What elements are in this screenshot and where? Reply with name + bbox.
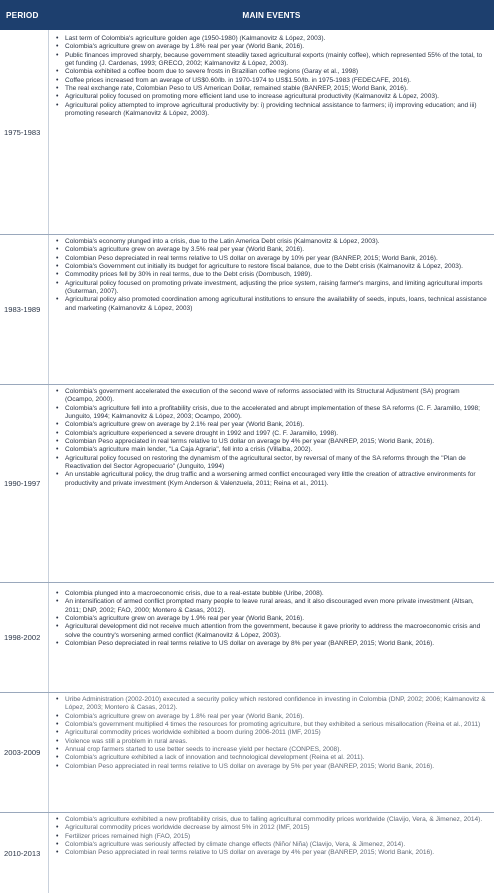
event-item: • Colombia's agriculture fell into a profitability crisis, due to the accelerated and abrupt implementation of these SA reforms (C. F. Jaramillo, 1998; Junguito, 1994; Kalmanovitz & López, 2003; Ocampo, 2000). (55, 405, 490, 422)
event-item: • An intensification of armed conflict prompted many people to leave rural areas, and it also discouraged even more private investment (Altsan, 2011; DNP, 2002; FAO, 2000; Montero & Casas, 2012). (55, 598, 490, 615)
event-item: • Public finances improved sharply, because government steadily taxed agricultural exports (mainly coffee), which represented 55% of the total, to get funding (J. Cardenas, 1993; GRECO, 2002; Kalmanovitz & López, 2003). (55, 52, 490, 69)
event-item: • Agricultural policy focused on promoting private investment, adjusting the price system, raising farmer's margins, and limiting agricultural imports (Guterman, 2007). (55, 280, 490, 297)
event-item: • Colombian Peso depreciated in real terms relative to US dollar on average by 8% per year (BANREP, 2015; World Bank, 2016). (55, 640, 490, 648)
event-item: • Agricultural commodity prices worldwide decrease by almost 5% in 2012 (IMF, 2015) (55, 824, 490, 832)
events-cell (49, 235, 494, 384)
period-cell: 1975-1983 (0, 30, 49, 234)
period-cell: 1990-1997 (0, 385, 49, 582)
event-list (55, 586, 490, 648)
table-header (0, 0, 494, 30)
table-row (0, 385, 494, 583)
events-cell (49, 693, 494, 812)
event-item: • Colombia's agriculture exhibited a lack of innovation and technological development (Reina et al. 2011). (55, 754, 490, 762)
events-cell (49, 385, 494, 582)
event-list (55, 238, 490, 313)
event-item: • Colombia's agriculture main lender, "La Caja Agraria", fell into a crisis (Villalba, 2002). (55, 446, 490, 454)
event-item: • Agricultural development did not receive much attention from the government, because it gave priority to address the macroeconomic crisis and solve the country's worsening armed conflict (Kalmanovitz & López, 2003). (55, 623, 490, 640)
event-item: • Colombia's agriculture grew on average by 2.1% real per year (World Bank, 2016). (55, 421, 490, 429)
event-item: • Coffee prices increased from an average of US$0.60/lb. in 1970-1974 to US$1.50/lb. in 1975-1983 (FEDECAFE, 2016). (55, 77, 490, 85)
table-row (0, 30, 494, 235)
event-item: • Colombia's agriculture grew on average by 1.8% real per year (World Bank, 2016). (55, 713, 490, 721)
event-item: • Colombian Peso appreciated in real terms relative to US dollar on average by 4% per year (BANREP, 2015; World Bank, 2016). (55, 438, 490, 446)
event-item: • An unstable agricultural policy, the drug traffic and a worsening armed conflict encouraged very little the creation of attractive environments for productivity and private investment (Kym Anderson & Valenzuela, 2011; Reina et al., 2011). (55, 471, 490, 488)
event-item: • Colombian Peso appreciated in real terms relative to US dollar on average by 4% per year (BANREP, 2015; World Bank, 2016). (55, 849, 490, 857)
event-item: • Uribe Administration (2002-2010) executed a security policy which restored confidence in investing in Colombia (DNP, 2002; 2006; Kalmanovitz & López, 2003; Montero & Casas, 2012). (55, 696, 490, 713)
event-item: • Colombia's agriculture exhibited a new profitability crisis, due to falling agricultural commodity prices worldwide (Clavijo, Vera, & Jimenez, 2014). (55, 816, 490, 824)
event-item: • Colombian Peso depreciated in real terms relative to US dollar on average by 10% per year (BANREP, 2015; World Bank, 2016). (55, 255, 490, 263)
event-item: • Colombia's agriculture experienced a severe drought in 1992 and 1997 (C. F. Jaramillo, 1998). (55, 430, 490, 438)
event-item: • The real exchange rate, Colombian Peso to US American Dollar, remained stable (BANREP, 2015; World Bank, 2016). (55, 85, 490, 93)
event-list (55, 33, 490, 118)
event-item: • Colombian Peso appreciated in real terms relative to US dollar on average by 5% per year (BANREP, 2015; World Bank, 2016). (55, 763, 490, 771)
events-cell (49, 813, 494, 893)
table-row (0, 693, 494, 813)
event-item: • Agricultural policy focused on restoring the dynamism of the agricultural sector, by reversal of many of the SA reforms through the "Plan de Reactivation del Sector Agropecuario" (Junguito, 1994) (55, 455, 490, 472)
period-cell: 2003-2009 (0, 693, 49, 812)
event-item: • Colombia's agriculture grew on average by 1.8% real per year (World Bank, 2016). (55, 43, 490, 51)
period-cell: 1983-1989 (0, 235, 49, 384)
period-cell: 2010-2013 (0, 813, 49, 893)
event-item: • Violence was still a problem in rural areas. (55, 738, 490, 746)
event-item: • Colombia's Government cut initially its budget for agriculture to restore fiscal balance, due to the Debt crisis (Kalmanovitz & López, 2003). (55, 263, 490, 271)
event-item: • Colombia's government accelerated the execution of the second wave of reforms associated with its Structural Adjustment (SA) program (Ocampo, 2000). (55, 388, 490, 405)
event-item: • Fertilizer prices remained high (FAO, 2015) (55, 833, 490, 841)
event-list (55, 696, 490, 771)
event-item: • Colombia exhibited a coffee boom due to severe frosts in Brazilian coffee regions (Garay et al., 1998) (55, 68, 490, 76)
event-item: • Agricultural commodity prices worldwide exhibited a boom during 2006-2011 (IMF, 2015) (55, 729, 490, 737)
event-list (55, 816, 490, 858)
event-item: • Colombia's economy plunged into a crisis, due to the Latin America Debt crisis (Kalmanovitz & López, 2003). (55, 238, 490, 246)
period-cell: 1998-2002 (0, 583, 49, 692)
event-item: • Agricultural policy focused on promoting more efficient land use to increase agricultural productivity (Kalmanovitz & López, 2003). (55, 93, 490, 101)
period-column-header: PERIOD (6, 10, 39, 20)
event-item: • Colombia's agriculture was seriously affected by climate change effects (Niño/ Niña) (Clavijo, Vera, & Jimenez, 2014). (55, 841, 490, 849)
event-item: • Colombia plunged into a macroeconomic crisis, due to a real-estate bubble (Uribe, 2008). (55, 590, 490, 598)
table-row (0, 583, 494, 693)
events-cell (49, 30, 494, 234)
events-column-header: MAIN EVENTS (242, 10, 301, 20)
event-item: • Commodity prices fell by 30% in real terms, due to the Debt crisis (Dornbusch, 1989). (55, 271, 490, 279)
event-item: • Annual crop farmers started to use better seeds to increase yield per hectare (CONPES, 2008). (55, 746, 490, 754)
event-item: • Agricultural policy attempted to improve agricultural productivity by: i) providing technical assistance to farmers; ii) improving education; and iii) promoting research (Kalmanovitz & López, 2003). (55, 102, 490, 119)
table-row (0, 235, 494, 385)
events-cell (49, 583, 494, 692)
event-item: • Colombia's agriculture grew on average by 3.5% real per year (World Bank, 2016). (55, 246, 490, 254)
event-item: • Last term of Colombia's agriculture golden age (1950-1980) (Kalmanovitz & López, 2003). (55, 35, 490, 43)
event-item: • Colombia's agriculture grew on average by 1.9% real per year (World Bank, 2016). (55, 615, 490, 623)
event-item: • Colombia's government multiplied 4 times the resources for promoting agriculture, but they exhibited a serious misallocation (Reina et al., 2011) (55, 721, 490, 729)
table-row (0, 813, 494, 893)
event-item: • Agricultural policy also promoted coordination among agricultural institutions to ensure the availability of seeds, inputs, loans, technical assistance and marketing (Kalmanovitz & López, 2003) (55, 296, 490, 313)
event-list (55, 388, 490, 488)
